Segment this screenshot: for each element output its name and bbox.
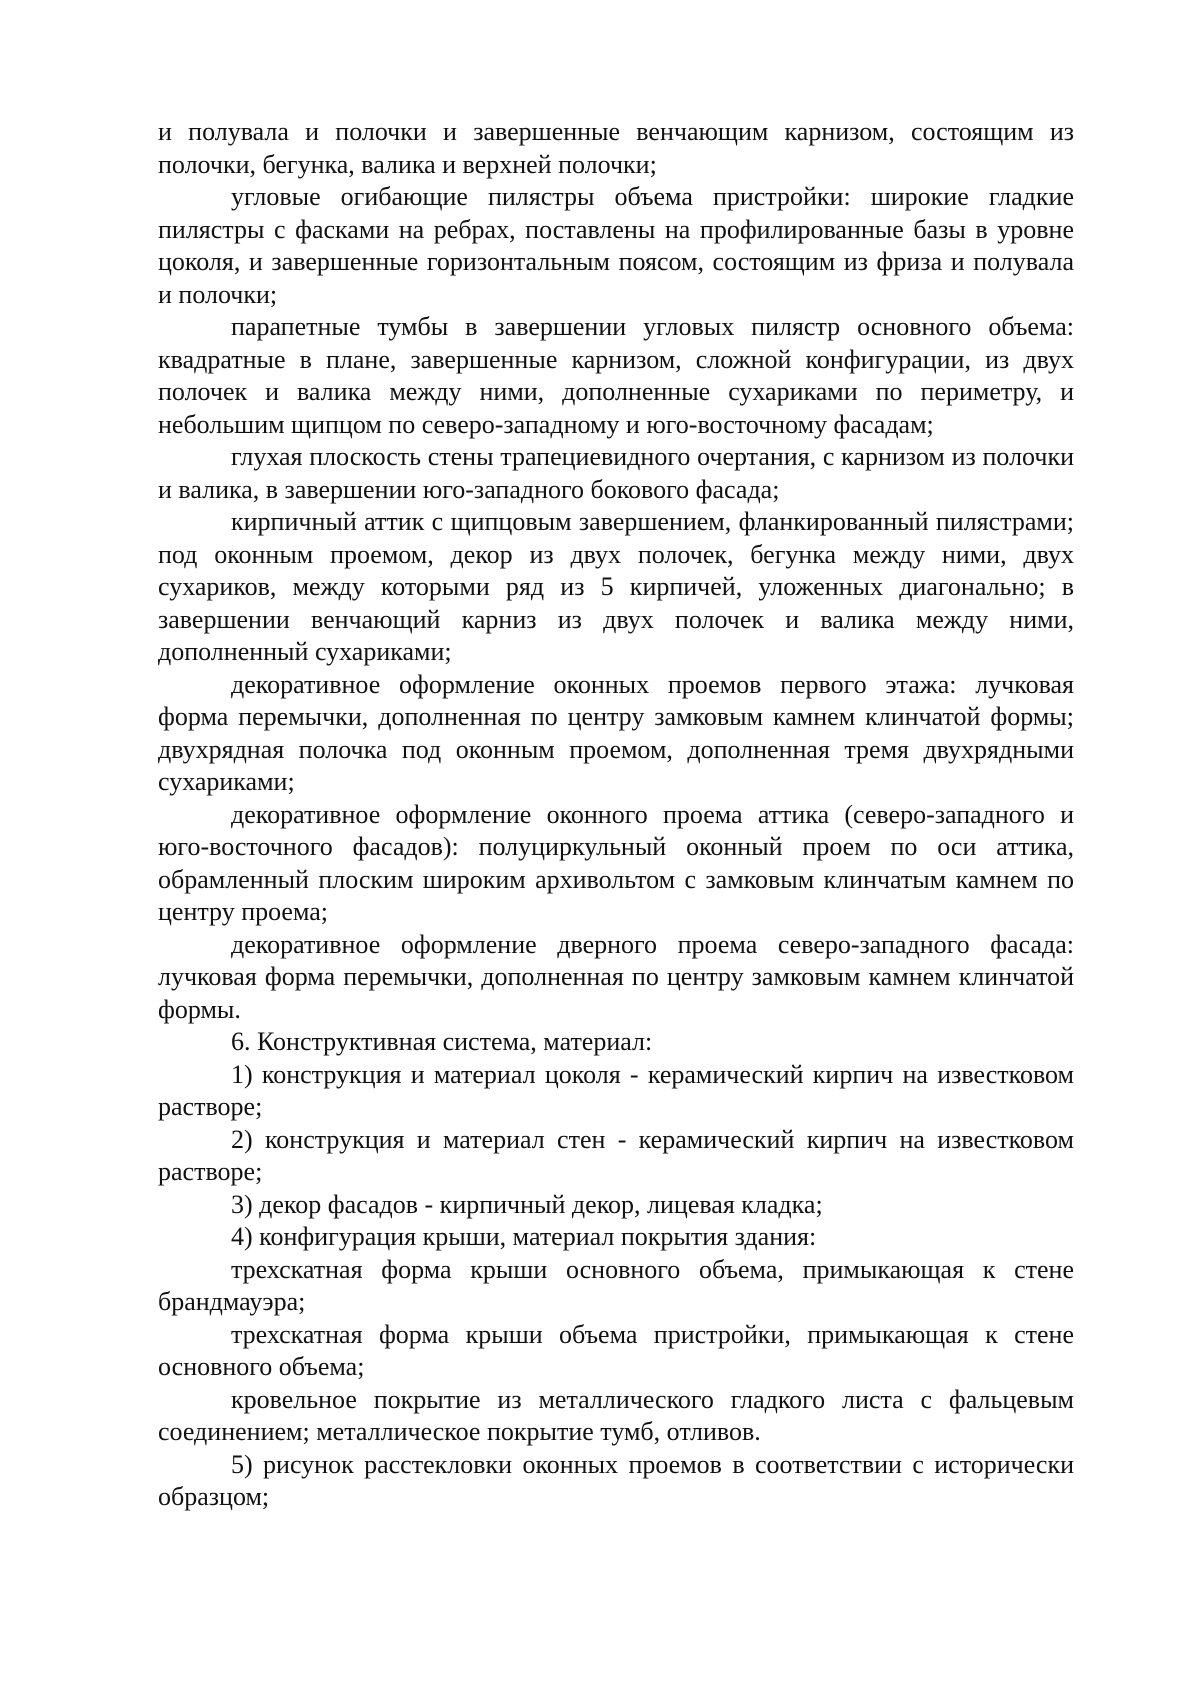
- section-heading-structural-system: 6. Конструктивная система, материал:: [231, 1027, 653, 1056]
- list-item-roof-configuration: 4) конфигурация крыши, материал покрытия здания:: [231, 1222, 817, 1251]
- list-item-plinth: 1) конструкция и материал цоколя - керамический кирпич на известковом растворе;: [158, 1059, 1074, 1121]
- paragraph-annex-roof: трехскатная форма крыши объема пристройки, примыкающая к стене основного объема;: [158, 1319, 1074, 1381]
- paragraph-brick-attic: кирпичный аттик с щипцовым завершением, фланкированный пилястрами; под оконным проемом, декор из двух полочек, бегунка между ними, двух сухариков, между которыми ряд из 5 кирпичей, уложенных диагонально; в завершении венчающий карниз из двух полочек и валика между ними, дополненный сухариками;: [158, 507, 1074, 666]
- paragraph-blank-wall: глухая плоскость стены трапециевидного очертания, с карнизом из полочки и валика, в завершении юго-западного бокового фасада;: [158, 442, 1074, 504]
- paragraph-continuation: и полувала и полочки и завершенные венчающим карнизом, состоящим из полочки, бегунка, валика и верхней полочки;: [158, 117, 1074, 179]
- list-item-walls: 2) конструкция и материал стен - керамический кирпич на известковом растворе;: [158, 1124, 1074, 1186]
- paragraph-attic-window: декоративное оформление оконного проема аттика (северо-западного и юго-восточного фасадов): полуциркульный оконный проем по оси аттика, обрамленный плоским широким архивольтом с замковым клинчатым камнем по центру проема;: [158, 799, 1074, 926]
- paragraph-door-opening: декоративное оформление дверного проема северо-западного фасада: лучковая форма перемычки, дополненная по центру замковым камнем клинчатой формы.: [158, 929, 1074, 1024]
- document-page: [158, 116, 1074, 1514]
- paragraph-main-roof: трехскатная форма крыши основного объема, примыкающая к стене брандмауэра;: [158, 1254, 1074, 1316]
- paragraph-corner-pilasters-annex: угловые огибающие пилястры объема пристройки: широкие гладкие пилястры с фасками на ребрах, поставлены на профилированные базы в уровне цоколя, и завершенные горизонтальным поясом, состоящим из фриза и полувала и полочки;: [158, 182, 1074, 309]
- paragraph-parapet-pedestals: парапетные тумбы в завершении угловых пилястр основного объема: квадратные в плане, завершенные карнизом, сложной конфигурации, из двух полочек и валика между ними, дополненные сухариками по периметру, и небольшим щипцом по северо-западному и юго-восточному фасадам;: [158, 312, 1074, 439]
- paragraph-first-floor-windows: декоративное оформление оконных проемов первого этажа: лучковая форма перемычки, дополненная по центру замковым камнем клинчатой формы; двухрядная полочка под оконным проемом, дополненная тремя двухрядными сухариками;: [158, 669, 1074, 796]
- list-item-facade-decor: 3) декор фасадов - кирпичный декор, лицевая кладка;: [231, 1189, 823, 1219]
- list-item-window-glazing: 5) рисунок расстекловки оконных проемов в соответствии с исторически образцом;: [158, 1449, 1074, 1511]
- paragraph-roof-covering: кровельное покрытие из металлического гладкого листа с фальцевым соединением; металлическое покрытие тумб, отливов.: [158, 1384, 1074, 1446]
